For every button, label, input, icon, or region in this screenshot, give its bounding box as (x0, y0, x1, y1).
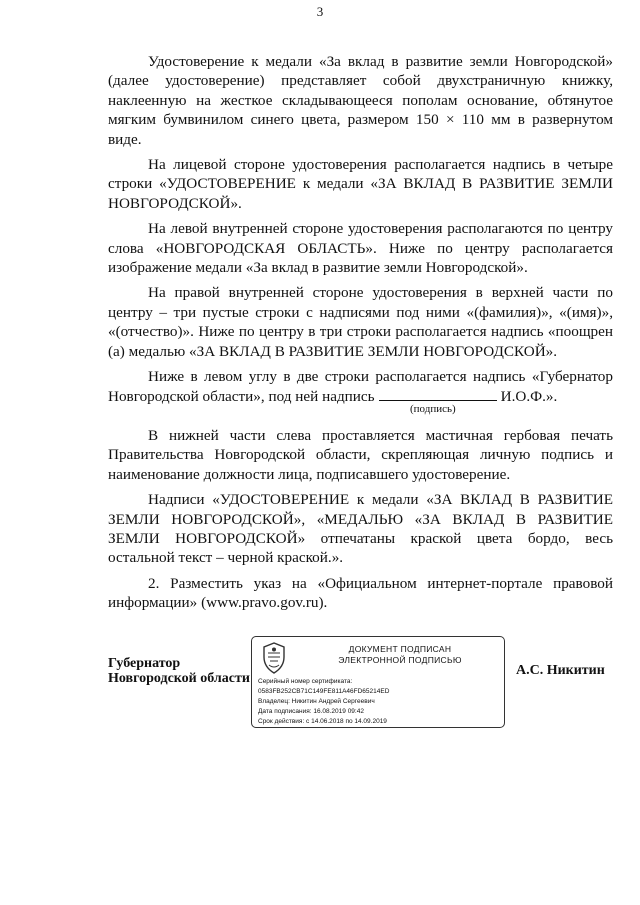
signature-suffix: И.О.Ф.». (500, 387, 558, 405)
paragraph: 2. Разместить указ на «Официальном интернет-портале правовой информации» (www.pravo.gov.ru). (108, 574, 613, 612)
document-body (108, 52, 613, 619)
signatory-title (108, 656, 250, 686)
paragraph: На левой внутренней стороне удостоверения располагаются по центру слова «НОВГОРОДСКАЯ ОБЛАСТЬ». Ниже по центру располагается изображение медали «За вклад в развитие земли Новгородской». (108, 220, 613, 277)
stamp-serial-value: 0583FB252CB71C149FE811A46FD65214ED (258, 688, 390, 695)
stamp-validity: Срок действия: с 14.06.2018 по 14.09.2019 (258, 718, 387, 725)
paragraph-text: Ниже в левом углу в две строки располагается надпись «Губернатор Новгородской области», под ней надпись (108, 368, 613, 405)
paragraph: На лицевой стороне удостоверения располагается надпись в четыре строки «УДОСТОВЕРЕНИЕ к медали «ЗА ВКЛАД В РАЗВИТИЕ ЗЕМЛИ НОВГОРОДСКОЙ». (108, 156, 613, 212)
electronic-signature-stamp (251, 636, 505, 728)
coat-of-arms-icon (258, 641, 290, 675)
stamp-signed-date: Дата подписания: 16.08.2019 09:42 (258, 708, 364, 715)
signatory-title-line: Новгородской области (108, 671, 250, 686)
stamp-heading-line: ДОКУМЕНТ ПОДПИСАН (348, 644, 452, 654)
page-number: 3 (316, 4, 324, 19)
signatory-name: А.С. Никитин (516, 663, 605, 678)
stamp-heading-line: ЭЛЕКТРОННОЙ ПОДПИСЬЮ (338, 655, 462, 665)
stamp-serial-label: Серийный номер сертификата: (258, 678, 353, 685)
paragraph: В нижней части слева проставляется мастичная гербовая печать Правительства Новгородской области, скрепляющая личную подпись и наименование должности лица, подписавшего удостоверение. (108, 426, 613, 483)
stamp-owner: Владелец: Никитин Андрей Сергеевич (258, 698, 375, 705)
signatory-title-line: Губернатор (108, 656, 181, 671)
paragraph-signature (108, 367, 613, 406)
stamp-details (258, 677, 502, 727)
stamp-heading (300, 644, 500, 666)
paragraph: На правой внутренней стороне удостоверения в верхней части по центру – три пустые строки с надписями под ними «(фамилия)», «(имя)», «(отчество)». Ниже по центру в три строки располагается надпись «поощрен (а) медалью «ЗА ВКЛАД В РАЗВИТИЕ ЗЕМЛИ НОВГОРОДСКОЙ». (108, 284, 613, 360)
paragraph: Удостоверение к медали «За вклад в развитие земли Новгородской» (далее удостоверение) представляет собой двухстраничную книжку, наклеенную на жесткое складывающееся пополам основание, обтянутое мягким бумвинилом синего цвета, размером 150 × 110 мм в развернутом виде. (108, 53, 613, 148)
signature-blank-line (379, 387, 497, 401)
signature-caption: (подпись) (410, 402, 456, 415)
paragraph: Надписи «УДОСТОВЕРЕНИЕ к медали «ЗА ВКЛАД В РАЗВИТИЕ ЗЕМЛИ НОВГОРОДСКОЙ», «МЕДАЛЬЮ «ЗА ВКЛАД В РАЗВИТИЕ ЗЕМЛИ НОВГОРОДСКОЙ» отпечатаны краской цвета бордо, весь остальной текст – черной краской.». (108, 491, 613, 567)
